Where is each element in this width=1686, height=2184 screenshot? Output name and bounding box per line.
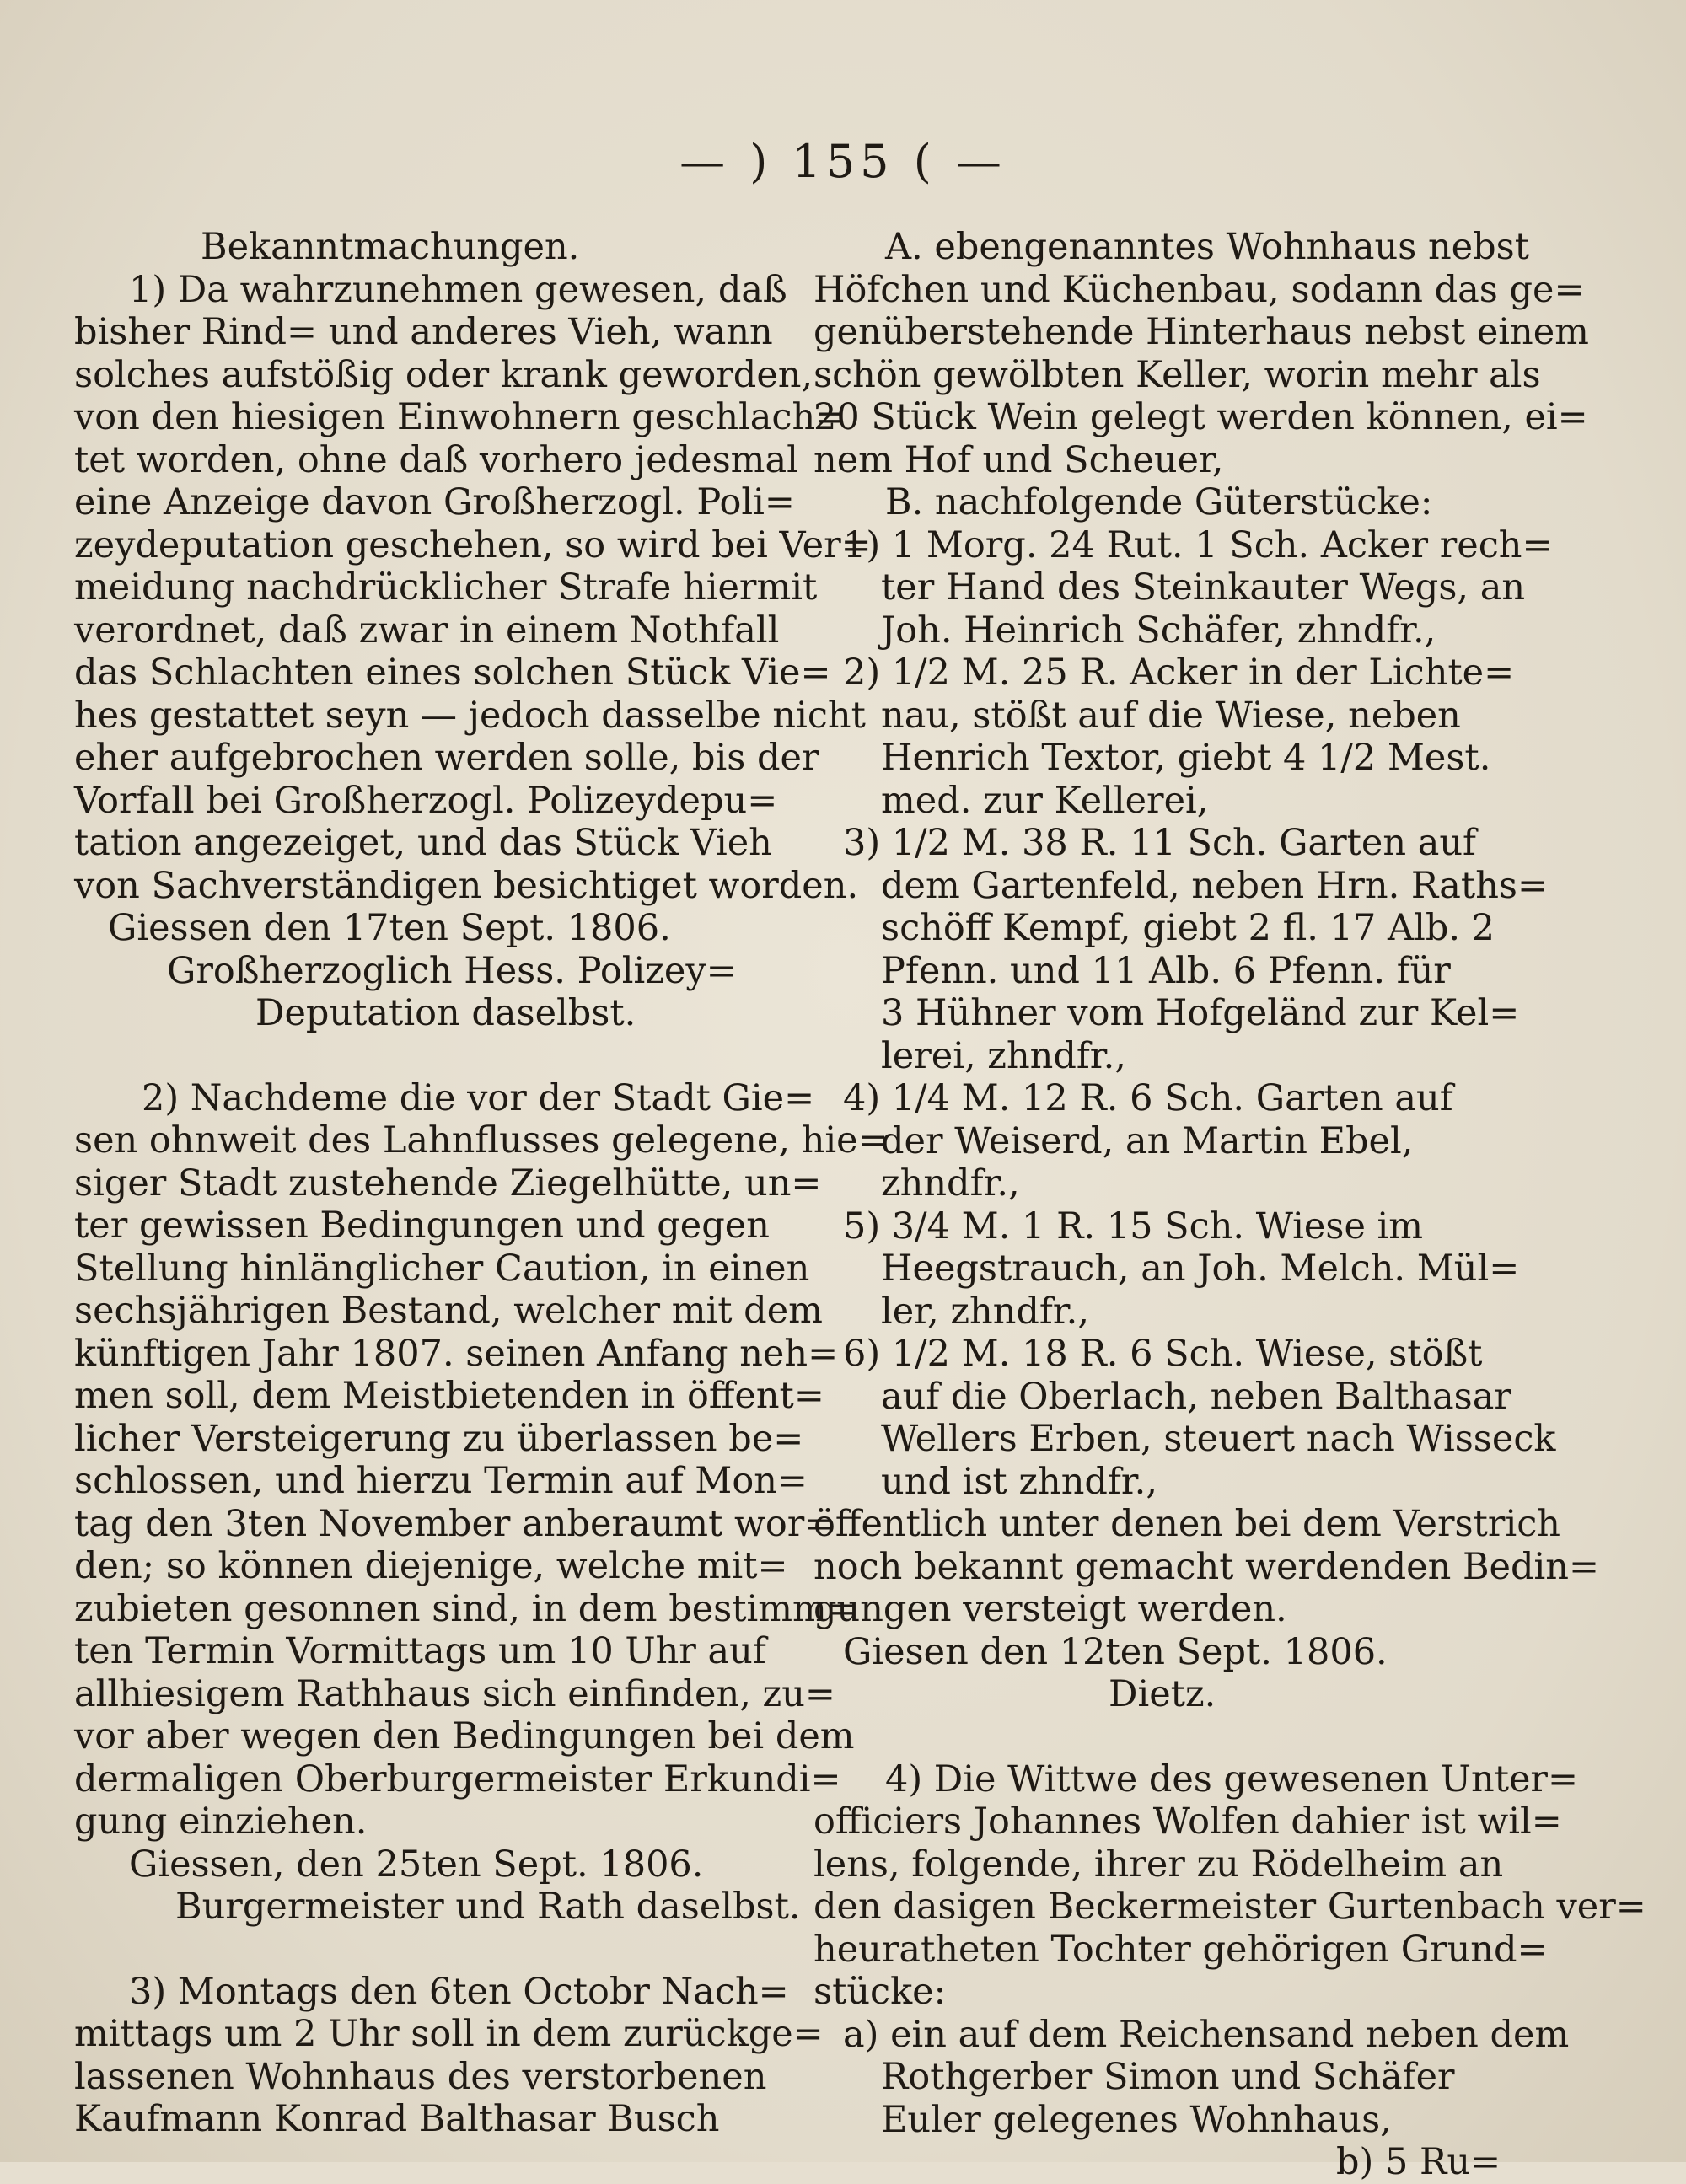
item-6-line: auf die Oberlach, neben Balthasar: [881, 1375, 1511, 1418]
part-a-line: A. ebengenanntes Wohnhaus nebst: [885, 226, 1529, 268]
notice-1-line: eine Anzeige davon Großherzogl. Poli=: [74, 481, 795, 523]
item-3-line: lerei, zhndfr.,: [881, 1034, 1126, 1077]
closing-line: öffentlich unter denen bei dem Verstrich: [813, 1503, 1560, 1545]
item-2-line: Henrich Textor, giebt 4 1/2 Mest.: [881, 737, 1491, 779]
item-5-line: Heegstrauch, an Joh. Melch. Mül=: [881, 1248, 1520, 1290]
notice-1-signature: Deputation daselbst.: [255, 992, 636, 1034]
notice-2-line: sen ohnweit des Lahnflusses gelegene, hie=: [74, 1119, 889, 1162]
closing-line: noch bekannt gemacht werdenden Bedin=: [813, 1545, 1599, 1588]
part-a-line: nem Hof und Scheuer,: [813, 438, 1224, 481]
page-number: — ) 155 ( —: [679, 135, 1007, 188]
part-a-line: schön gewölbten Keller, worin mehr als: [813, 353, 1541, 396]
catchword: b) 5 Ru=: [1336, 2141, 1501, 2183]
notice-4-line: lens, folgende, ihrer zu Rödelheim an: [813, 1843, 1504, 1886]
notice-1-line: Vorfall bei Großherzogl. Polizeydepu=: [74, 779, 778, 822]
item-3-line: schöff Kempf, giebt 2 fl. 17 Alb. 2: [881, 907, 1495, 949]
notice-1-line: tation angezeiget, und das Stück Vieh: [74, 822, 772, 864]
item-3-line: 3 Hühner vom Hofgeländ zur Kel=: [881, 992, 1520, 1034]
item-6-line: Wellers Erben, steuert nach Wisseck: [881, 1418, 1556, 1460]
item-5-line: 5) 3/4 M. 1 R. 15 Sch. Wiese im: [843, 1205, 1424, 1248]
notice-4-item-a-line: a) ein auf dem Reichensand neben dem: [843, 2013, 1570, 2056]
item-2-line: 2) 1/2 M. 25 R. Acker in der Lichte=: [843, 652, 1515, 694]
notice-1-line: das Schlachten eines solchen Stück Vie=: [74, 652, 831, 694]
notice-4-line: heuratheten Tochter gehörigen Grund=: [813, 1928, 1548, 1971]
notice-1-line: zeydeputation geschehen, so wird bei Ver=: [74, 523, 872, 566]
part-a-line: genüberstehende Hinterhaus nebst einem: [813, 311, 1589, 353]
section-heading: Bekanntmachungen.: [201, 226, 580, 268]
notice-3-line: lassenen Wohnhaus des verstorbenen: [74, 2055, 767, 2098]
notice-2-line: zubieten gesonnen sind, in dem bestimm=: [74, 1587, 857, 1630]
notice-1-line: von den hiesigen Einwohnern geschlach=: [74, 396, 846, 438]
notice-2-line: Stellung hinlänglicher Caution, in einen: [74, 1247, 810, 1290]
item-2-line: med. zur Kellerei,: [881, 779, 1209, 822]
part-b-heading: B. nachfolgende Güterstücke:: [885, 481, 1433, 523]
part-a-line: Höfchen und Küchenbau, sodann das ge=: [813, 268, 1585, 311]
notice-2-line: künftigen Jahr 1807. seinen Anfang neh=: [74, 1332, 839, 1375]
notice-2-line: tag den 3ten November anberaumt wor=: [74, 1502, 835, 1545]
notice-2-line: schlossen, und hierzu Termin auf Mon=: [74, 1460, 808, 1502]
notice-2-line: gung einziehen.: [74, 1800, 368, 1843]
right-column: [813, 226, 1646, 2184]
notice-3-line: 3) Montags den 6ten Octobr Nach=: [129, 1970, 789, 2013]
item-1-line: 1) 1 Morg. 24 Rut. 1 Sch. Acker rech=: [843, 523, 1553, 566]
notice-1-date: Giessen den 17ten Sept. 1806.: [108, 907, 671, 949]
item-4-line: 4) 1/4 M. 12 R. 6 Sch. Garten auf: [843, 1077, 1453, 1119]
notice-1-line: hes gestattet seyn — jedoch dasselbe nicht: [74, 694, 866, 737]
item-6-line: und ist zhndfr.,: [881, 1460, 1158, 1503]
item-4-line: der Weiserd, an Martin Ebel,: [881, 1119, 1414, 1162]
item-2-line: nau, stößt auf die Wiese, neben: [881, 694, 1461, 737]
notice-2-line: men soll, dem Meistbietenden in öffent=: [74, 1375, 824, 1417]
notice-3-line: Kaufmann Konrad Balthasar Busch: [74, 2098, 720, 2140]
notice-2-date: Giessen, den 25ten Sept. 1806.: [129, 1843, 704, 1886]
notice-2-line: ten Termin Vormittags um 10 Uhr auf: [74, 1630, 766, 1672]
notice-2-line: 2) Nachdeme die vor der Stadt Gie=: [142, 1076, 815, 1119]
notice-2-line: dermaligen Oberburgermeister Erkundi=: [74, 1757, 841, 1800]
notice-2-line: ter gewissen Bedingungen und gegen: [74, 1205, 770, 1247]
notice-4-item-a-line: Rothgerber Simon und Schäfer: [881, 2056, 1455, 2098]
notice-4-item-a-line: Euler gelegenes Wohnhaus,: [881, 2098, 1392, 2141]
notice-2-line: vor aber wegen den Bedingungen bei dem: [74, 1715, 855, 1757]
notice-1-line: 1) Da wahrzunehmen gewesen, daß: [129, 268, 787, 311]
notice-4-line: 4) Die Wittwe des gewesenen Unter=: [885, 1757, 1579, 1800]
notice-3-line: mittags um 2 Uhr soll in dem zurückge=: [74, 2013, 824, 2055]
notice-2-line: sechsjährigen Bestand, welcher mit dem: [74, 1290, 823, 1332]
notice-4-line: stücke:: [813, 1971, 947, 2013]
notice-2-line: den; so können diejenige, welche mit=: [74, 1545, 788, 1587]
closing-signature: Dietz.: [1109, 1673, 1216, 1715]
item-4-line: zhndfr.,: [881, 1162, 1020, 1205]
item-6-line: 6) 1/2 M. 18 R. 6 Sch. Wiese, stößt: [843, 1333, 1483, 1375]
notice-1-line: solches aufstößig oder krank geworden,: [74, 353, 813, 396]
notice-4-line: officiers Johannes Wolfen dahier ist wil=: [813, 1800, 1562, 1843]
item-3-line: Pfenn. und 11 Alb. 6 Pfenn. für: [881, 949, 1451, 992]
notice-2-signature: Burgermeister und Rath daselbst.: [175, 1886, 801, 1928]
notice-1-signature: Großherzoglich Hess. Polizey=: [167, 949, 737, 992]
notice-2-line: licher Versteigerung zu überlassen be=: [74, 1417, 804, 1460]
notice-2-line: siger Stadt zustehende Ziegelhütte, un=: [74, 1162, 822, 1205]
item-3-line: 3) 1/2 M. 38 R. 11 Sch. Garten auf: [843, 822, 1476, 864]
notice-1-line: eher aufgebrochen werden solle, bis der: [74, 737, 819, 779]
notice-1-line: von Sachverständigen besichtiget worden.: [74, 864, 859, 907]
notice-1-line: verordnet, daß zwar in einem Nothfall: [74, 609, 780, 652]
notice-1-line: tet worden, ohne daß vorhero jedesmal: [74, 438, 798, 481]
notice-1-line: bisher Rind= und anderes Vieh, wann: [74, 311, 773, 353]
notice-2-line: allhiesigem Rathhaus sich einfinden, zu=: [74, 1672, 835, 1715]
item-1-line: Joh. Heinrich Schäfer, zhndfr.,: [881, 609, 1436, 652]
item-3-line: dem Gartenfeld, neben Hrn. Raths=: [881, 864, 1548, 907]
part-a-line: 20 Stück Wein gelegt werden können, ei=: [813, 396, 1588, 438]
closing-line: gungen versteigt werden.: [813, 1588, 1287, 1630]
notice-1-line: meidung nachdrücklicher Strafe hiermit: [74, 566, 818, 609]
item-5-line: ler, zhndfr.,: [881, 1290, 1090, 1333]
item-1-line: ter Hand des Steinkauter Wegs, an: [881, 566, 1526, 609]
closing-date: Giesen den 12ten Sept. 1806.: [843, 1630, 1388, 1673]
notice-4-line: den dasigen Beckermeister Gurtenbach ver=: [813, 1886, 1646, 1928]
